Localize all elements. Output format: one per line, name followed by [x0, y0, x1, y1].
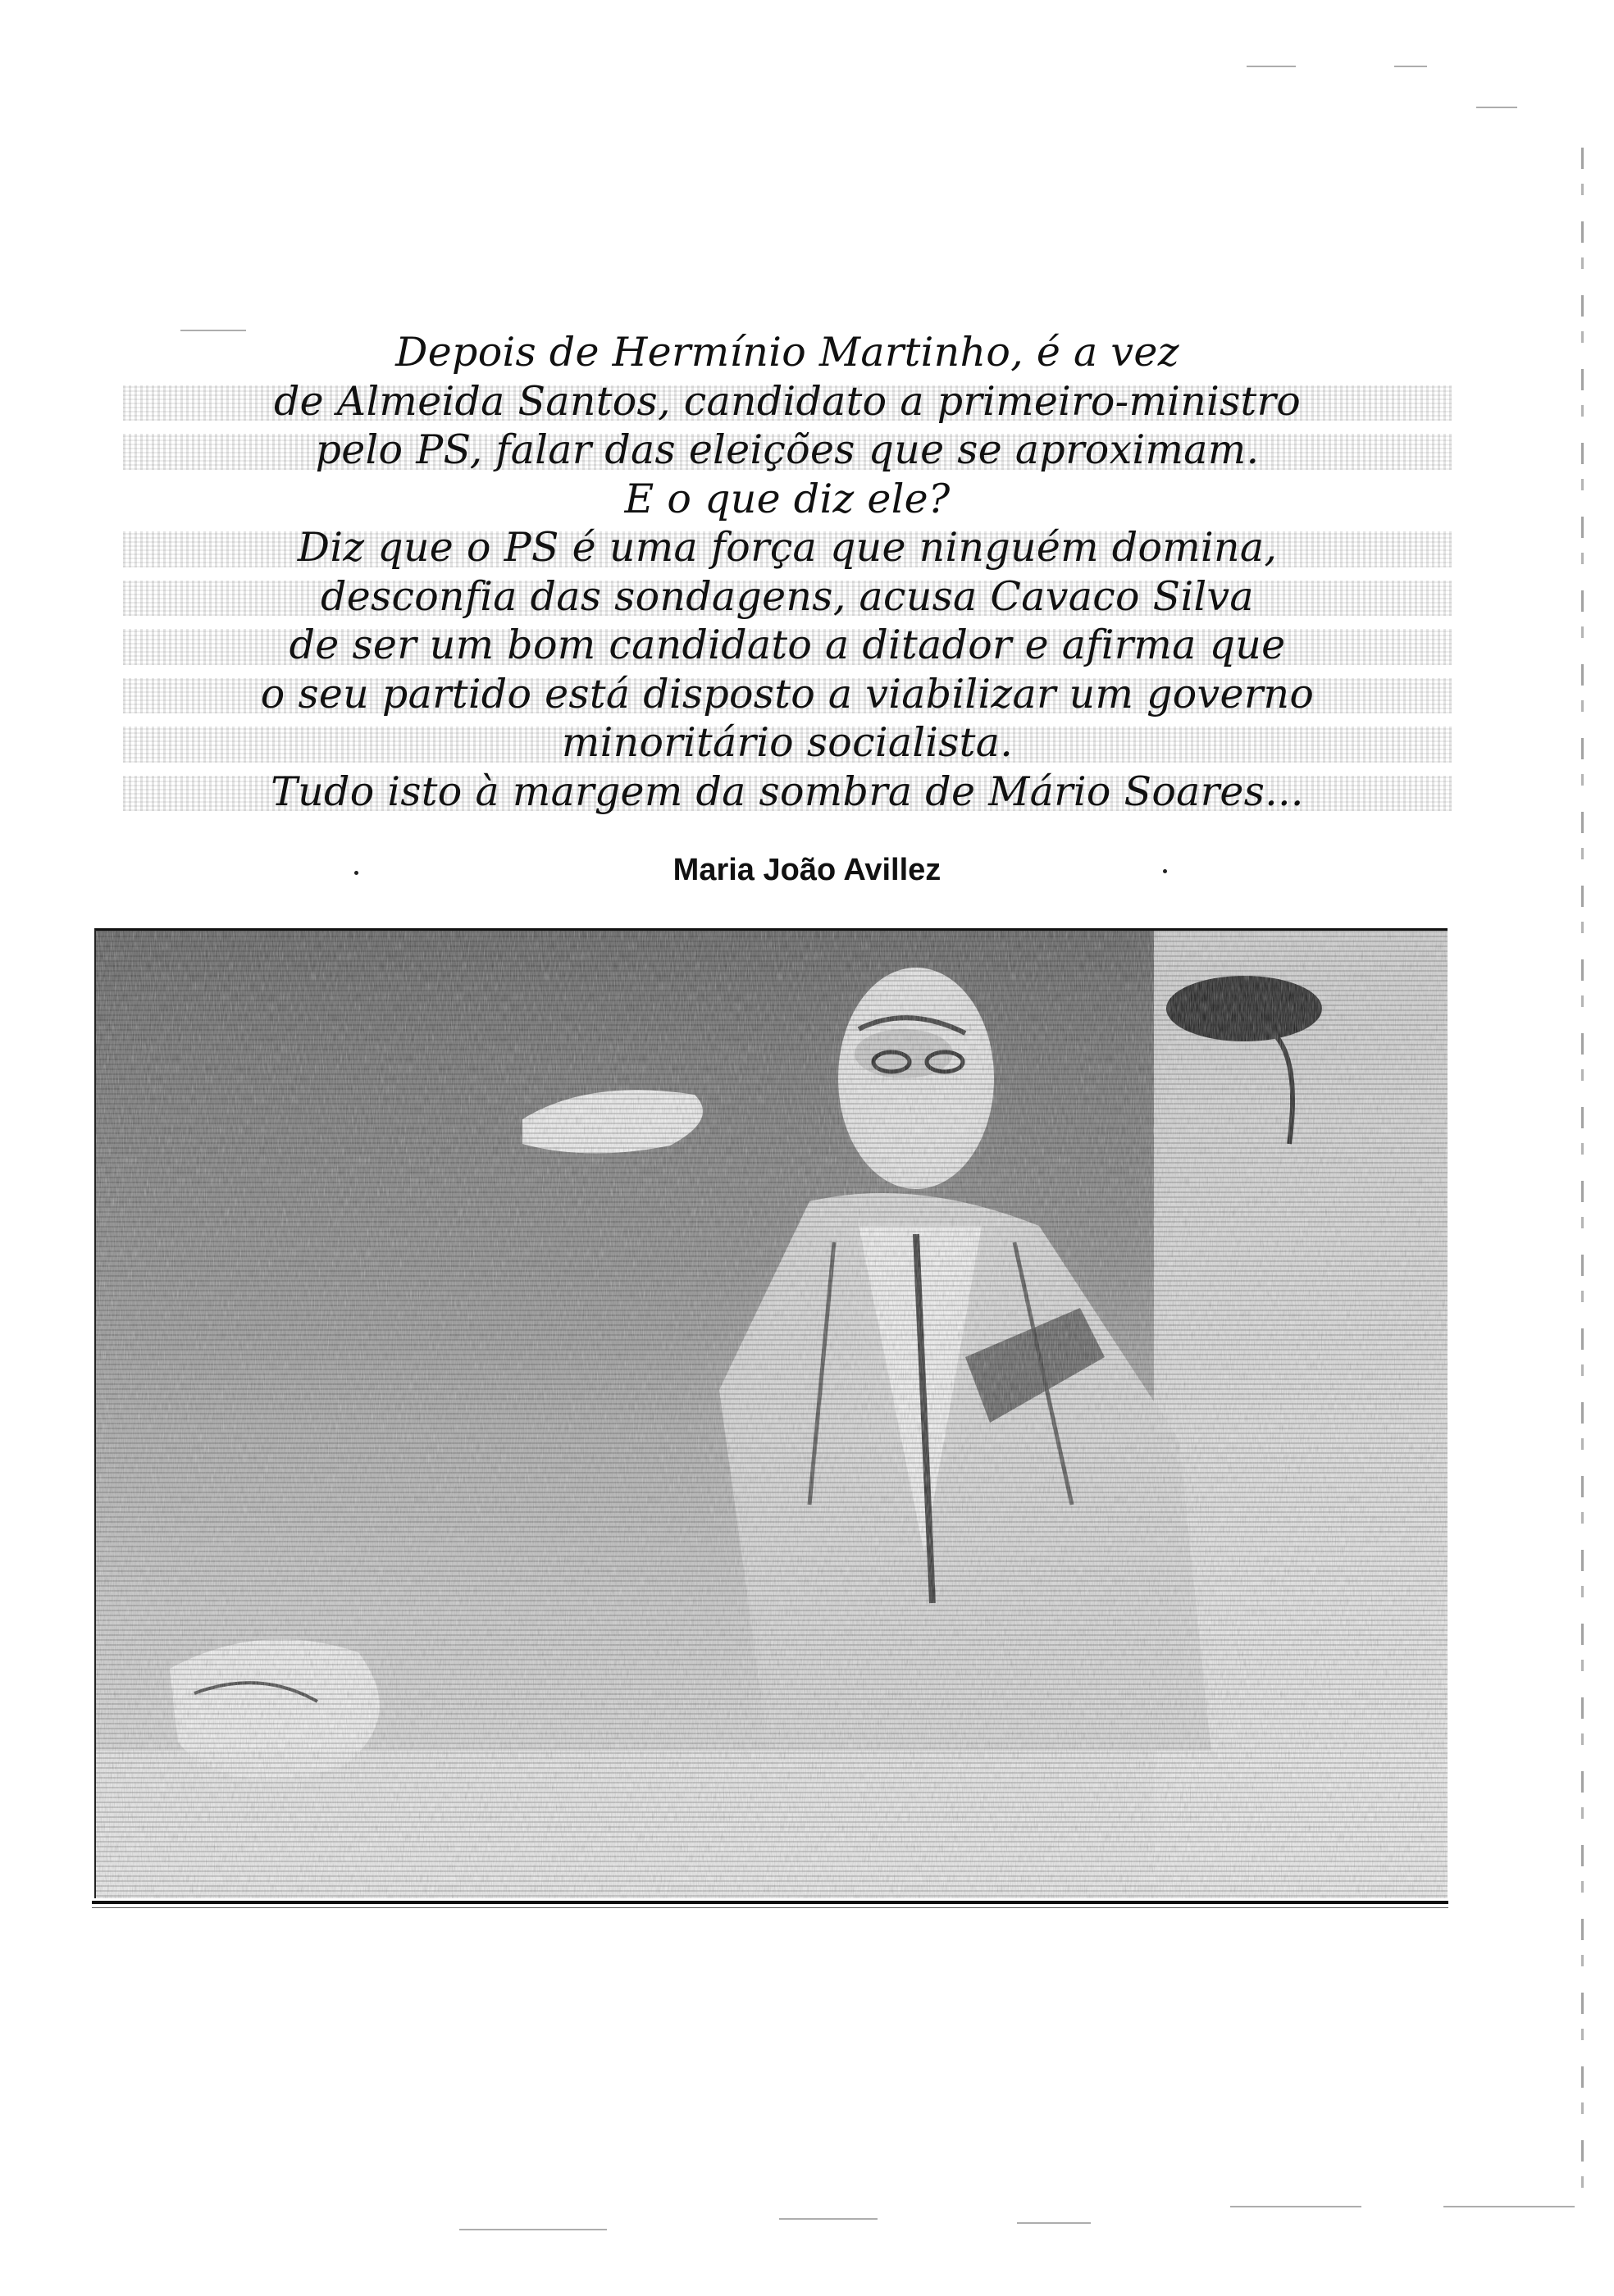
lead-line-text: E o que diz ele? [624, 475, 951, 522]
lead-line [123, 426, 1452, 475]
scan-mark [1017, 2222, 1091, 2224]
scan-mark [1476, 107, 1517, 108]
lead-paragraph [123, 328, 1452, 816]
lead-line [123, 768, 1452, 817]
scan-mark [354, 871, 358, 875]
photo-bottom-rule [92, 1901, 1448, 1904]
scan-mark [779, 2218, 878, 2220]
portrait-photograph [94, 928, 1448, 1898]
lead-line-text: de Almeida Santos, candidato a primeiro-ministro [273, 377, 1302, 425]
lead-line-text: o seu partido está disposto a viabilizar um governo [260, 670, 1315, 718]
photo-bottom-rule [92, 1907, 1448, 1908]
scan-mark [1163, 869, 1167, 873]
lead-line-text: Diz que o PS é uma força que ninguém domina, [297, 524, 1278, 571]
lead-line [123, 377, 1452, 426]
lead-line [123, 523, 1452, 572]
author-byline: Maria João Avillez [672, 853, 942, 887]
lead-line [123, 475, 1452, 524]
lead-line-text: de ser um bom candidato a ditador e afirma que [289, 622, 1286, 668]
lead-line-text: Tudo isto à margem da sombra de Mário Soares... [271, 768, 1304, 815]
lead-line-text: desconfia das sondagens, acusa Cavaco Silva [321, 572, 1254, 620]
lead-line-text: pelo PS, falar das eleições que se aproximam. [315, 426, 1260, 473]
scan-mark [459, 2229, 607, 2230]
scan-mark [1443, 2206, 1575, 2207]
scan-mark [1230, 2206, 1361, 2207]
lead-line [123, 572, 1452, 622]
lead-line [123, 328, 1452, 377]
lead-line [123, 718, 1452, 768]
scan-mark [1394, 66, 1427, 67]
lead-line [123, 621, 1452, 670]
scan-edge-line [1581, 148, 1584, 2214]
scan-mark [1247, 66, 1296, 67]
lead-line-text: Depois de Hermínio Martinho, é a vez [395, 329, 1179, 376]
photo-image [96, 931, 1448, 1898]
lead-line [123, 670, 1452, 719]
lead-line-text: minoritário socialista. [561, 719, 1014, 766]
